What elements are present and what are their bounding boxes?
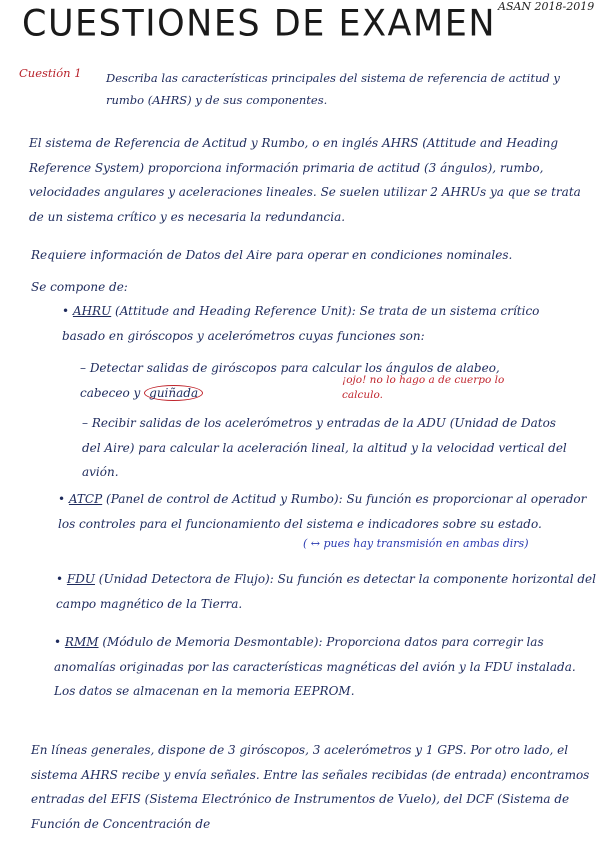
circled-word: guiñada — [144, 385, 203, 401]
course-year: ASAN 2018-2019 — [498, 0, 595, 13]
rmm-acronym: RMM — [64, 635, 99, 649]
question-label: Cuestión 1 — [19, 66, 82, 80]
requirement-paragraph: Requiere información de Datos del Aire para operar en condiciones nominales. — [31, 248, 513, 262]
fdu-description: (Unidad Detectora de Flujo): Su función es detectar la componente horizontal del campo magnético de la Tierra. — [56, 572, 596, 611]
fdu-item: • FDU (Unidad Detectora de Flujo): Su función es detectar la componente horizontal del campo magnético de la Tierra. — [56, 572, 596, 611]
ahru-function-2: – Recibir salidas de los acelerómetros y entradas de la ADU (Unidad de Datos del Aire) para calcular la aceleración lineal, la altitud y la velocidad vertical del avión. — [82, 416, 567, 479]
atcp-description: (Panel de control de Actitud y Rumbo): Su función es proporcionar al operador los controles para el funcionamiento del sistema e indicadores sobre su estado. — [58, 492, 587, 531]
blue-margin-note: ( ↔ pues hay transmisión en ambas dirs) — [303, 537, 529, 550]
atcp-acronym: ATCP — [68, 492, 103, 506]
page-title: CUESTIONES DE EXAMEN — [22, 3, 496, 45]
ahru-acronym: AHRU — [72, 304, 112, 318]
ahru-description: (Attitude and Heading Reference Unit): Se trata de un sistema crítico basado en giróscopos y acelerómetros cuyas funciones son: — [62, 304, 540, 343]
fdu-acronym: FDU — [66, 572, 95, 586]
red-margin-note: ¡ojo! no lo hago a de cuerpo lo calculo. — [342, 374, 505, 401]
ahru-item: • AHRU (Attitude and Heading Reference Unit): Se trata de un sistema crítico basado en giróscopos y acelerómetros cuyas funciones son: — [62, 304, 540, 343]
composition-label: Se compone de: — [31, 280, 128, 294]
rmm-item: • RMM (Módulo de Memoria Desmontable): Proporciona datos para corregir las anomalías originadas por las características magnéticas del avión y la FDU instalada. Los datos se almacenan en la memoria EEPROM. — [54, 635, 576, 698]
answer-intro-paragraph: El sistema de Referencia de Actitud y Rumbo, o en inglés AHRS (Attitude and Heading Reference System) proporciona información primaria de actitud (3 ángulos), rumbo, velocidades angulares y aceleraciones lineales. Se suelen utilizar 2 AHRUs ya que se trata de un sistema crítico y es necesaria la redundancia. — [29, 136, 581, 224]
atcp-item: • ATCP (Panel de control de Actitud y Rumbo): Su función es proporcionar al operador los controles para el funcionamiento del sistema e indicadores sobre su estado. — [58, 492, 587, 531]
rmm-description: (Módulo de Memoria Desmontable): Proporciona datos para corregir las anomalías originadas por las características magnéticas del avión y la FDU instalada. Los datos se almacenan en la memoria EEPROM. — [54, 635, 576, 698]
ahru-function-1-text: – Detectar salidas de giróscopos para calcular los ángulos de alabeo, cabeceo y — [80, 361, 500, 400]
closing-paragraph: En líneas generales, dispone de 3 giróscopos, 3 acelerómetros y 1 GPS. Por otro lado, el sistema AHRS recibe y envía señales. Entre las señales recibidas (de entrada) encontramos entradas del EFIS (Sistema Electrónico de Instrumentos de Vuelo), del DCF (Sistema de Función de Concentración de — [31, 743, 590, 831]
question-text: Describa las características principales del sistema de referencia de actitud y rumbo (AHRS) y de sus componentes. — [106, 71, 560, 107]
